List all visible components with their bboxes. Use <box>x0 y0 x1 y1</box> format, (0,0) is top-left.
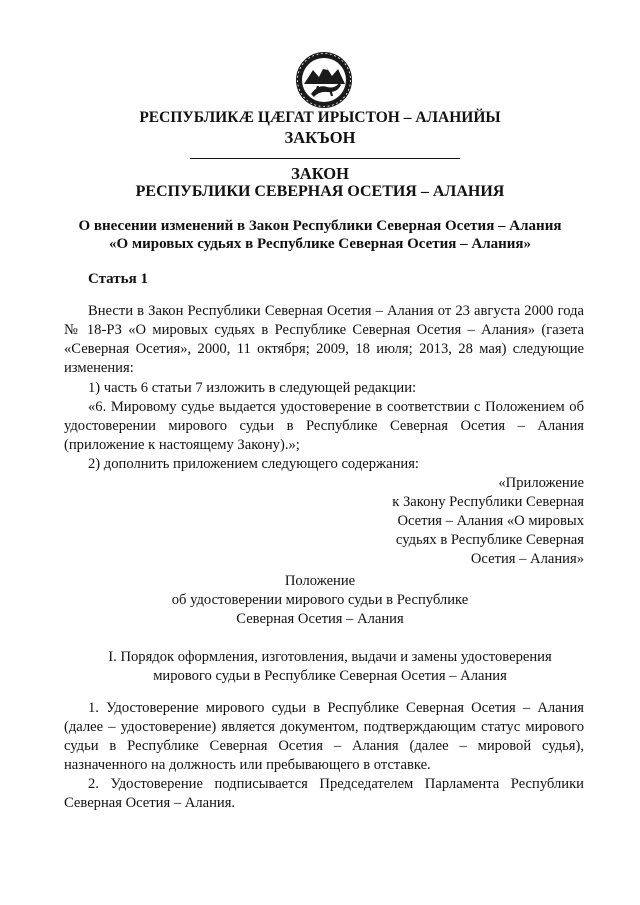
amendment-quote: «6. Мировому судье выдается удостоверение в соответствии с Положением об удостоверении мирового судьи в Республике Северная Осетия – Алания (приложение к настоящему Закону).»; <box>64 399 584 453</box>
article-heading: Статья 1 <box>88 271 148 287</box>
ossetian-law-heading: ЗАКЪОН <box>284 128 356 147</box>
law-title-line-2: «О мировых судьях в Республике Северная Осетия – Алания» <box>108 236 532 252</box>
amendment-item-1: 1) часть 6 статьи 7 изложить в следующей редакции: <box>88 380 417 396</box>
section-heading-line: I. Порядок оформления, изготовления, выдачи и замены удостоверения <box>108 649 552 665</box>
appendix-reference <box>324 474 584 569</box>
regulation-title <box>0 572 640 629</box>
regulation-title-line: об удостоверении мирового судьи в Республике <box>171 592 469 608</box>
russian-republic-heading: РЕСПУБЛИКИ СЕВЕРНАЯ ОСЕТИЯ – АЛАНИЯ <box>135 183 505 200</box>
appendix-line: Осетия – Алания «О мировых <box>397 513 584 529</box>
appendix-line: Осетия – Алания» <box>470 551 584 567</box>
amendment-item-2: 2) дополнить приложением следующего содержания: <box>88 456 419 472</box>
section-heading <box>80 648 580 686</box>
article-intro-paragraph: Внести в Закон Республики Северная Осетия – Алания от 23 августа 2000 года № 18-РЗ «О мировых судьях в Республике Северная Осетия – Алания» (газета «Северная Осетия», 2000, 11 октября; 2009, 18 июля; 2013, 28 мая) следующие изменения: <box>64 303 584 376</box>
appendix-line: судьях в Республике Северная <box>395 532 584 548</box>
section-heading-line: мирового судьи в Республике Северная Осетия – Алания <box>153 668 507 684</box>
regulation-title-line: Положение <box>284 573 356 589</box>
regulation-title-line: Северная Осетия – Алания <box>236 611 404 627</box>
law-title-line-1: О внесении изменений в Закон Республики Северная Осетия – Алания <box>78 218 562 234</box>
coat-of-arms-emblem <box>294 50 354 110</box>
appendix-line: к Закону Республики Северная <box>392 494 584 510</box>
law-heading: ЗАКОН <box>291 164 349 183</box>
divider-line <box>190 158 460 159</box>
clause-1-paragraph: 1. Удостоверение мирового судьи в Республике Северная Осетия – Алания (далее – удостоверение) является документом, подтверждающим статус мирового судьи в Республике Северная Осетия – Алания (далее – мировой судья), назначенного на должность или пребывающего в отставке. <box>64 700 584 773</box>
appendix-line: «Приложение <box>498 475 584 491</box>
ossetian-republic-heading: РЕСПУБЛИКӔ ЦӔГАТ ИРЫСТОН – АЛАНИЙЫ <box>139 109 501 126</box>
clause-2-paragraph: 2. Удостоверение подписывается Председателем Парламента Республики Северная Осетия – Алания. <box>64 776 584 811</box>
